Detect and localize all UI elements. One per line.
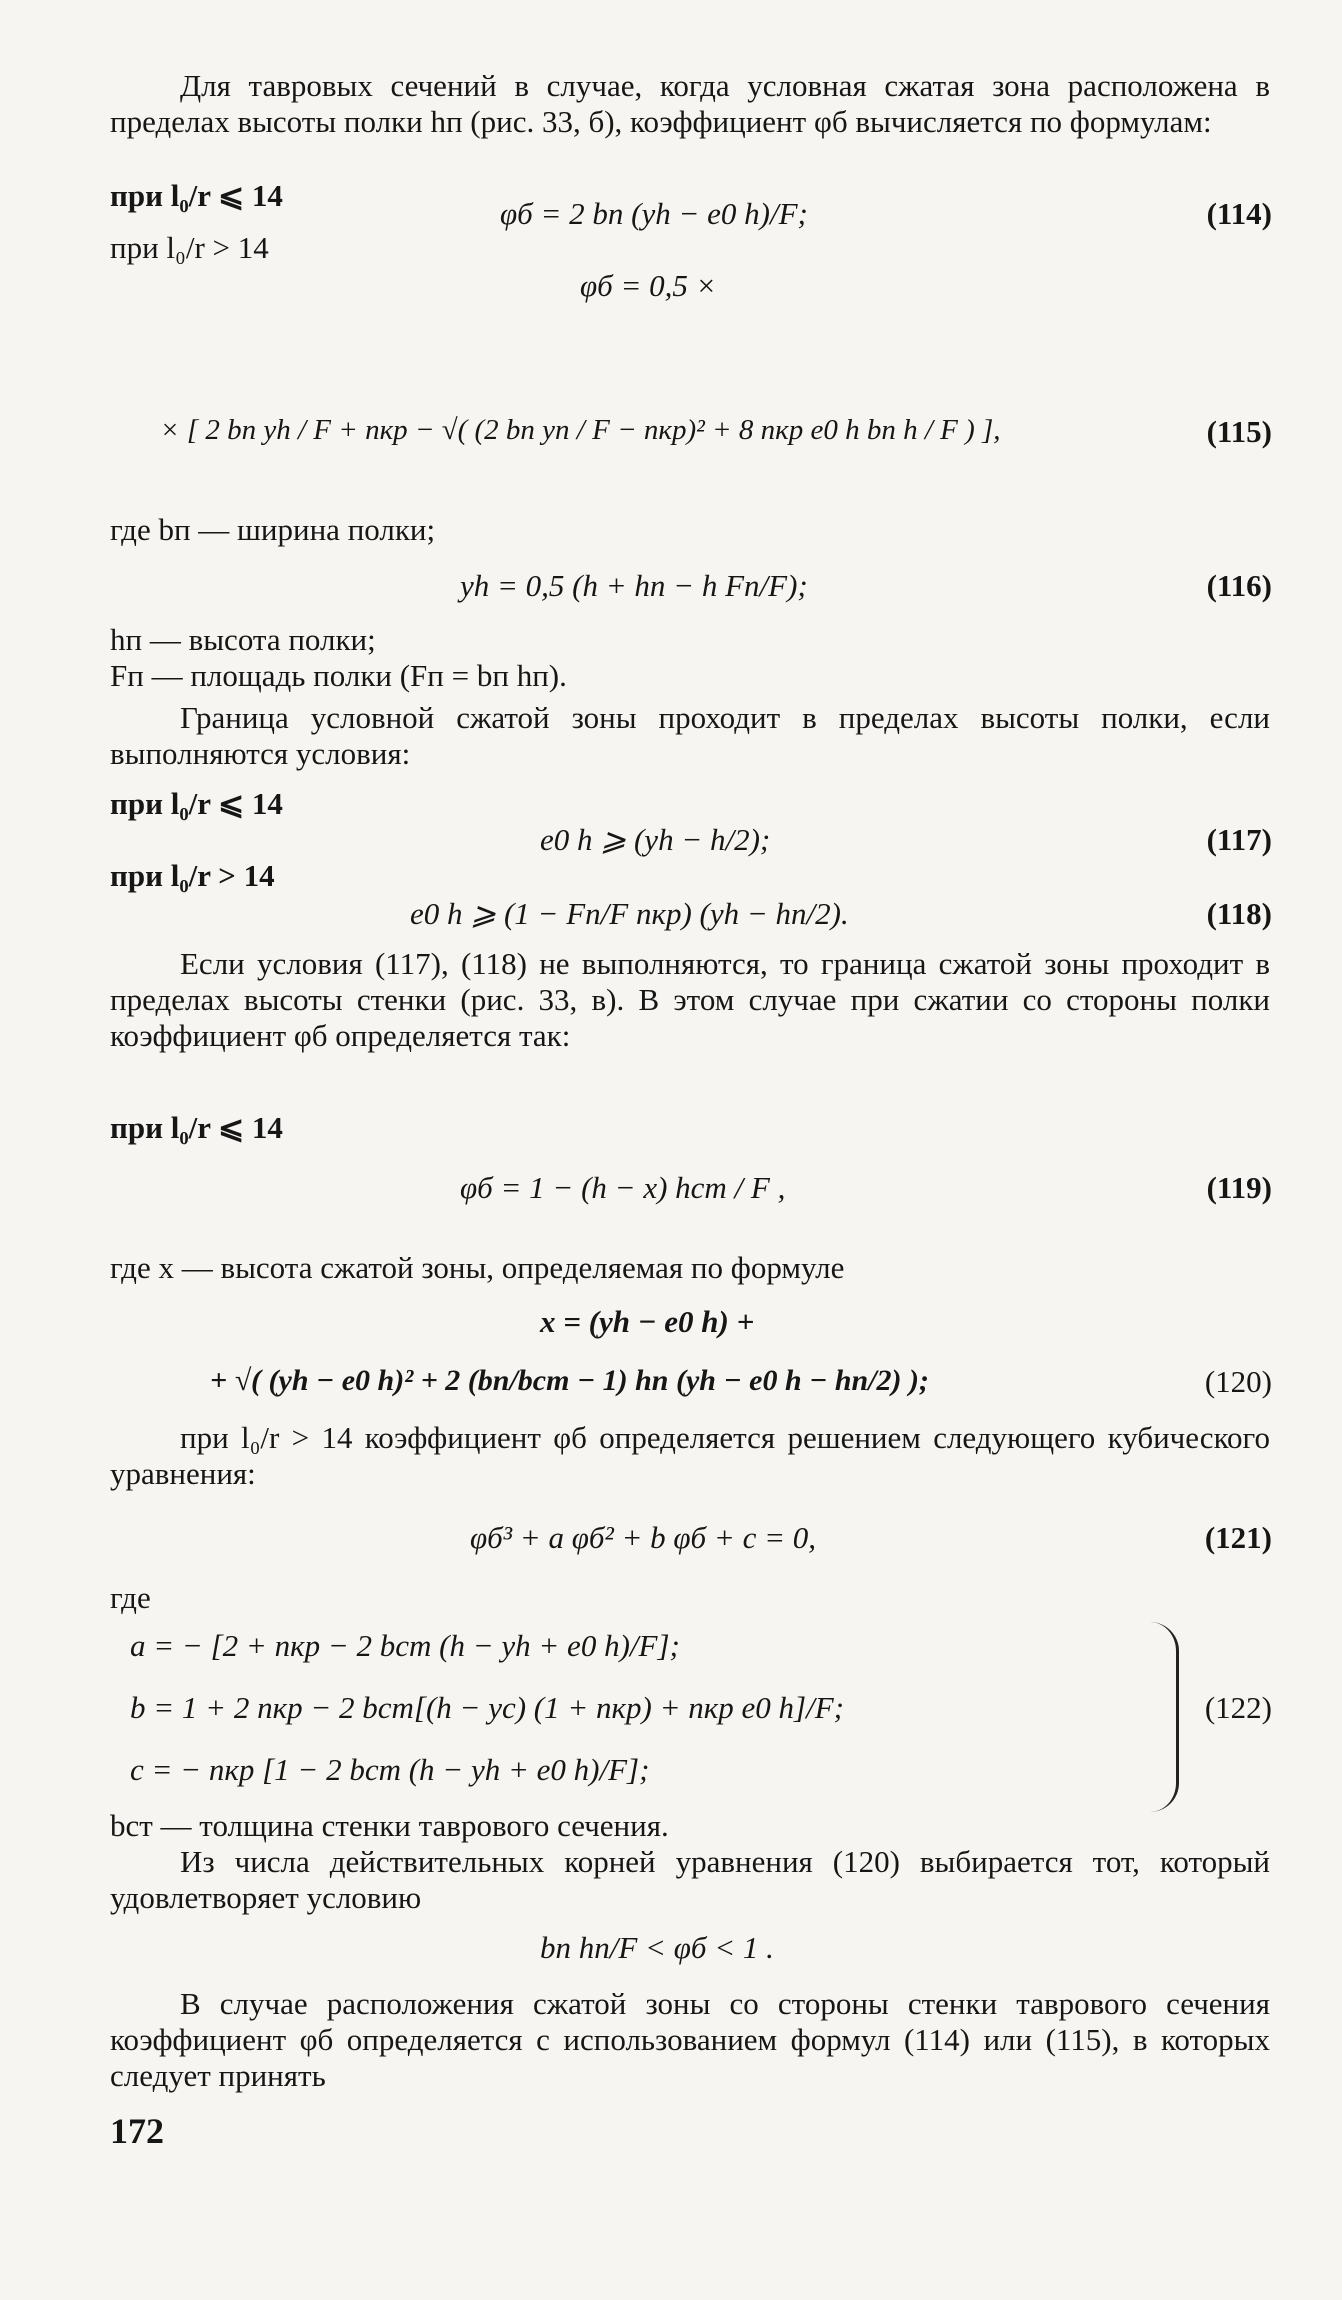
condition-label: при l₀/r ⩽ 14 [110, 178, 283, 213]
equation-number-119: (119) [1206, 1170, 1272, 1205]
formula-117: e0 h ⩾ (yh − h/2); [540, 822, 771, 857]
definition-bst: bст — толщина стенки таврового сечения. [110, 1808, 669, 1843]
formula-118: e0 h ⩾ (1 − Fп/F nкр) (yh − hп/2). [410, 896, 849, 931]
roots-paragraph: Из числа действительных корней уравнения (120) выбирается тот, который удовлетворяет условию [110, 1844, 1270, 1915]
formula-120-a: x = (yh − e0 h) + [540, 1304, 755, 1339]
cubic-paragraph: при l₀/r > 14 коэффициент φб определяется решением следующего кубического уравнения: [110, 1420, 1270, 1491]
condition-label: при l₀/r > 14 [110, 858, 275, 893]
formula-122-c: c = − nкр [1 − 2 bст (h − yh + e0 h)/F]; [130, 1752, 650, 1787]
boundary-paragraph: Граница условной сжатой зоны проходит в пределах высоты полки, если выполняются условия: [110, 700, 1270, 771]
page-number: 172 [110, 2111, 164, 2151]
formula-114: φб = 2 bп (yh − e0 h)/F; [500, 196, 808, 231]
formula-120-b: + √( (yh − e0 h)² + 2 (bп/bст − 1) hп (yh − e0 h − hп/2) ); [210, 1364, 930, 1397]
equation-number-116: (116) [1206, 568, 1272, 603]
where-label: где [110, 1580, 151, 1615]
equation-number-120: (120) [1204, 1364, 1272, 1399]
condition-label: при l₀/r > 14 [110, 230, 269, 265]
definition-x: где x — высота сжатой зоны, определяемая по формуле [110, 1250, 845, 1285]
equation-number-122: (122) [1204, 1690, 1272, 1725]
formula-119: φб = 1 − (h − x) hст / F , [460, 1170, 786, 1205]
conditions-paragraph: Если условия (117), (118) не выполняются, то граница сжатой зоны проходит в пределах высоты стенки (рис. 33, в). В этом случае при сжатии со стороны полки коэффициент φб определяется так: [110, 946, 1270, 1053]
equation-number-115: (115) [1206, 414, 1272, 449]
intro-paragraph: Для тавровых сечений в случае, когда условная сжатая зона расположена в пределах высоты полки hп (рис. 33, б), коэффициент φб вычисляется по формулам: [110, 68, 1270, 139]
system-brace [1150, 1622, 1179, 1812]
formula-115-body: × [ 2 bп yh / F + nкр − √( (2 bп yп / F − nкр)² + 8 nкр e0 h bп h / F ) ], [160, 414, 1001, 446]
formula-115-head: φб = 0,5 × [580, 268, 717, 303]
equation-number-121: (121) [1204, 1520, 1272, 1555]
equation-number-114: (114) [1206, 196, 1272, 231]
definition-bp: где bп — ширина полки; [110, 512, 436, 547]
equation-number-117: (117) [1206, 822, 1272, 857]
definition-hp: hп — высота полки; [110, 622, 376, 657]
definition-Fp: Fп — площадь полки (Fп = bп hп). [110, 658, 567, 693]
formula-121: φб³ + a φб² + b φб + c = 0, [470, 1520, 816, 1555]
equation-number-118: (118) [1206, 896, 1272, 931]
formula-116: yh = 0,5 (h + hп − h Fп/F); [460, 568, 808, 603]
formula-122-a: a = − [2 + nкр − 2 bст (h − yh + e0 h)/F]; [130, 1628, 680, 1663]
final-paragraph: В случае расположения сжатой зоны со стороны стенки таврового сечения коэффициент φб определяется с использованием формул (114) или (115), в которых следует принять [110, 1986, 1270, 2093]
root-condition: bп hп/F < φб < 1 . [540, 1930, 774, 1965]
formula-122-b: b = 1 + 2 nкр − 2 bст[(h − yc) (1 + nкр) + nкр e0 h]/F; [130, 1690, 844, 1725]
condition-label: при l₀/r ⩽ 14 [110, 786, 283, 821]
condition-label: при l₀/r ⩽ 14 [110, 1110, 283, 1145]
